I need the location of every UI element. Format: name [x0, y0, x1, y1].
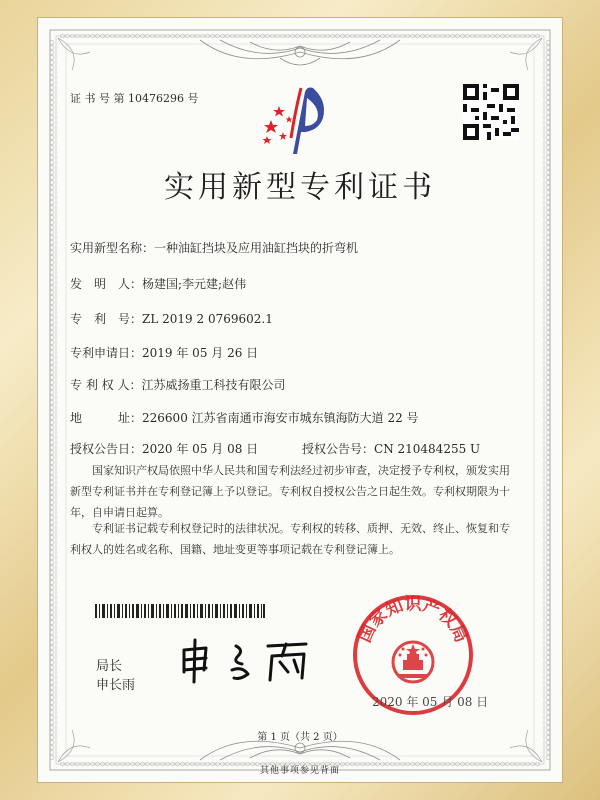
paragraph2-line2: 利权人的姓名或名称、国籍、地址变更等事项记载在专利登记簿上。 — [70, 543, 400, 556]
qr-code-icon — [463, 84, 519, 140]
label-grant-date: 授权公告日： — [70, 442, 143, 456]
value-patent-number: ZL 2019 2 0769602.1 — [142, 312, 273, 326]
director-name: 申长雨 — [96, 678, 136, 693]
paragraph2-line1: 专利证书记载专利权登记时的法律状况。专利权的转移、质押、无效、终止、恢复和专 — [92, 522, 510, 535]
cnipa-logo-icon — [255, 82, 345, 162]
label-patentee: 专 利 权 人： — [70, 378, 142, 392]
barcode-icon — [95, 604, 265, 618]
paragraph1-line1: 国家知识产权局依照中华人民共和国专利法经过初步审查，决定授予专利权，颁发实用 — [92, 464, 510, 477]
row-grant — [70, 441, 258, 457]
row-patentee — [70, 377, 285, 393]
label-address: 地 址： — [70, 411, 143, 425]
row-address — [70, 410, 419, 426]
row-utility-model-name — [70, 240, 358, 256]
paragraph-grant-statement — [70, 460, 525, 523]
national-emblem-icon — [393, 642, 433, 682]
row-patent-number — [70, 311, 273, 327]
certificate-number: 证 书 号 第 10476296 号 — [70, 92, 199, 105]
value-grant-number: CN 210484255 U — [374, 442, 481, 456]
label-inventor: 发 明 人： — [70, 277, 143, 291]
paragraph-legal-status — [70, 518, 525, 560]
value-inventor: 杨建国;李元建;赵伟 — [142, 277, 247, 291]
label-patent-number: 专 利 号： — [70, 312, 143, 326]
label-filing-date: 专利申请日： — [70, 346, 143, 360]
paragraph1-line3: 年，自申请日起算。 — [70, 506, 169, 519]
row-grant-number — [302, 441, 480, 457]
svg-text:国家知识产权局 — [355, 595, 471, 646]
value-grant-date: 2020 年 05 月 08 日 — [142, 442, 259, 456]
value-address: 226600 江苏省南通市海安市城东镇海防大道 22 号 — [142, 411, 419, 425]
director-title: 局长 — [96, 659, 123, 674]
seal-date: 2020 年 05 月 08 日 — [372, 695, 489, 709]
seal-text: 国家知识产权局 — [354, 594, 472, 646]
paragraph1-line2: 新型专利证书并在专利登记簿上予以登记。专利权自授权公告之日起生效。专利权期限为十 — [70, 485, 510, 498]
label-grant-number: 授权公告号： — [302, 442, 375, 456]
page-title: 实用新型专利证书 — [164, 170, 436, 205]
row-inventor — [70, 276, 246, 292]
label-utility-model-name: 实用新型名称： — [70, 241, 155, 255]
signature-icon — [176, 636, 326, 686]
value-utility-model-name: 一种油缸挡块及应用油缸挡块的折弯机 — [154, 241, 359, 255]
back-note: 其他事项参见背面 — [259, 766, 340, 776]
value-patentee: 江苏威扬重工科技有限公司 — [141, 378, 286, 392]
value-filing-date: 2019 年 05 月 26 日 — [142, 346, 259, 360]
bottom-ornament — [200, 741, 400, 760]
row-filing-date — [70, 345, 258, 361]
page-number: 第 1 页（共 2 页） — [257, 732, 343, 743]
